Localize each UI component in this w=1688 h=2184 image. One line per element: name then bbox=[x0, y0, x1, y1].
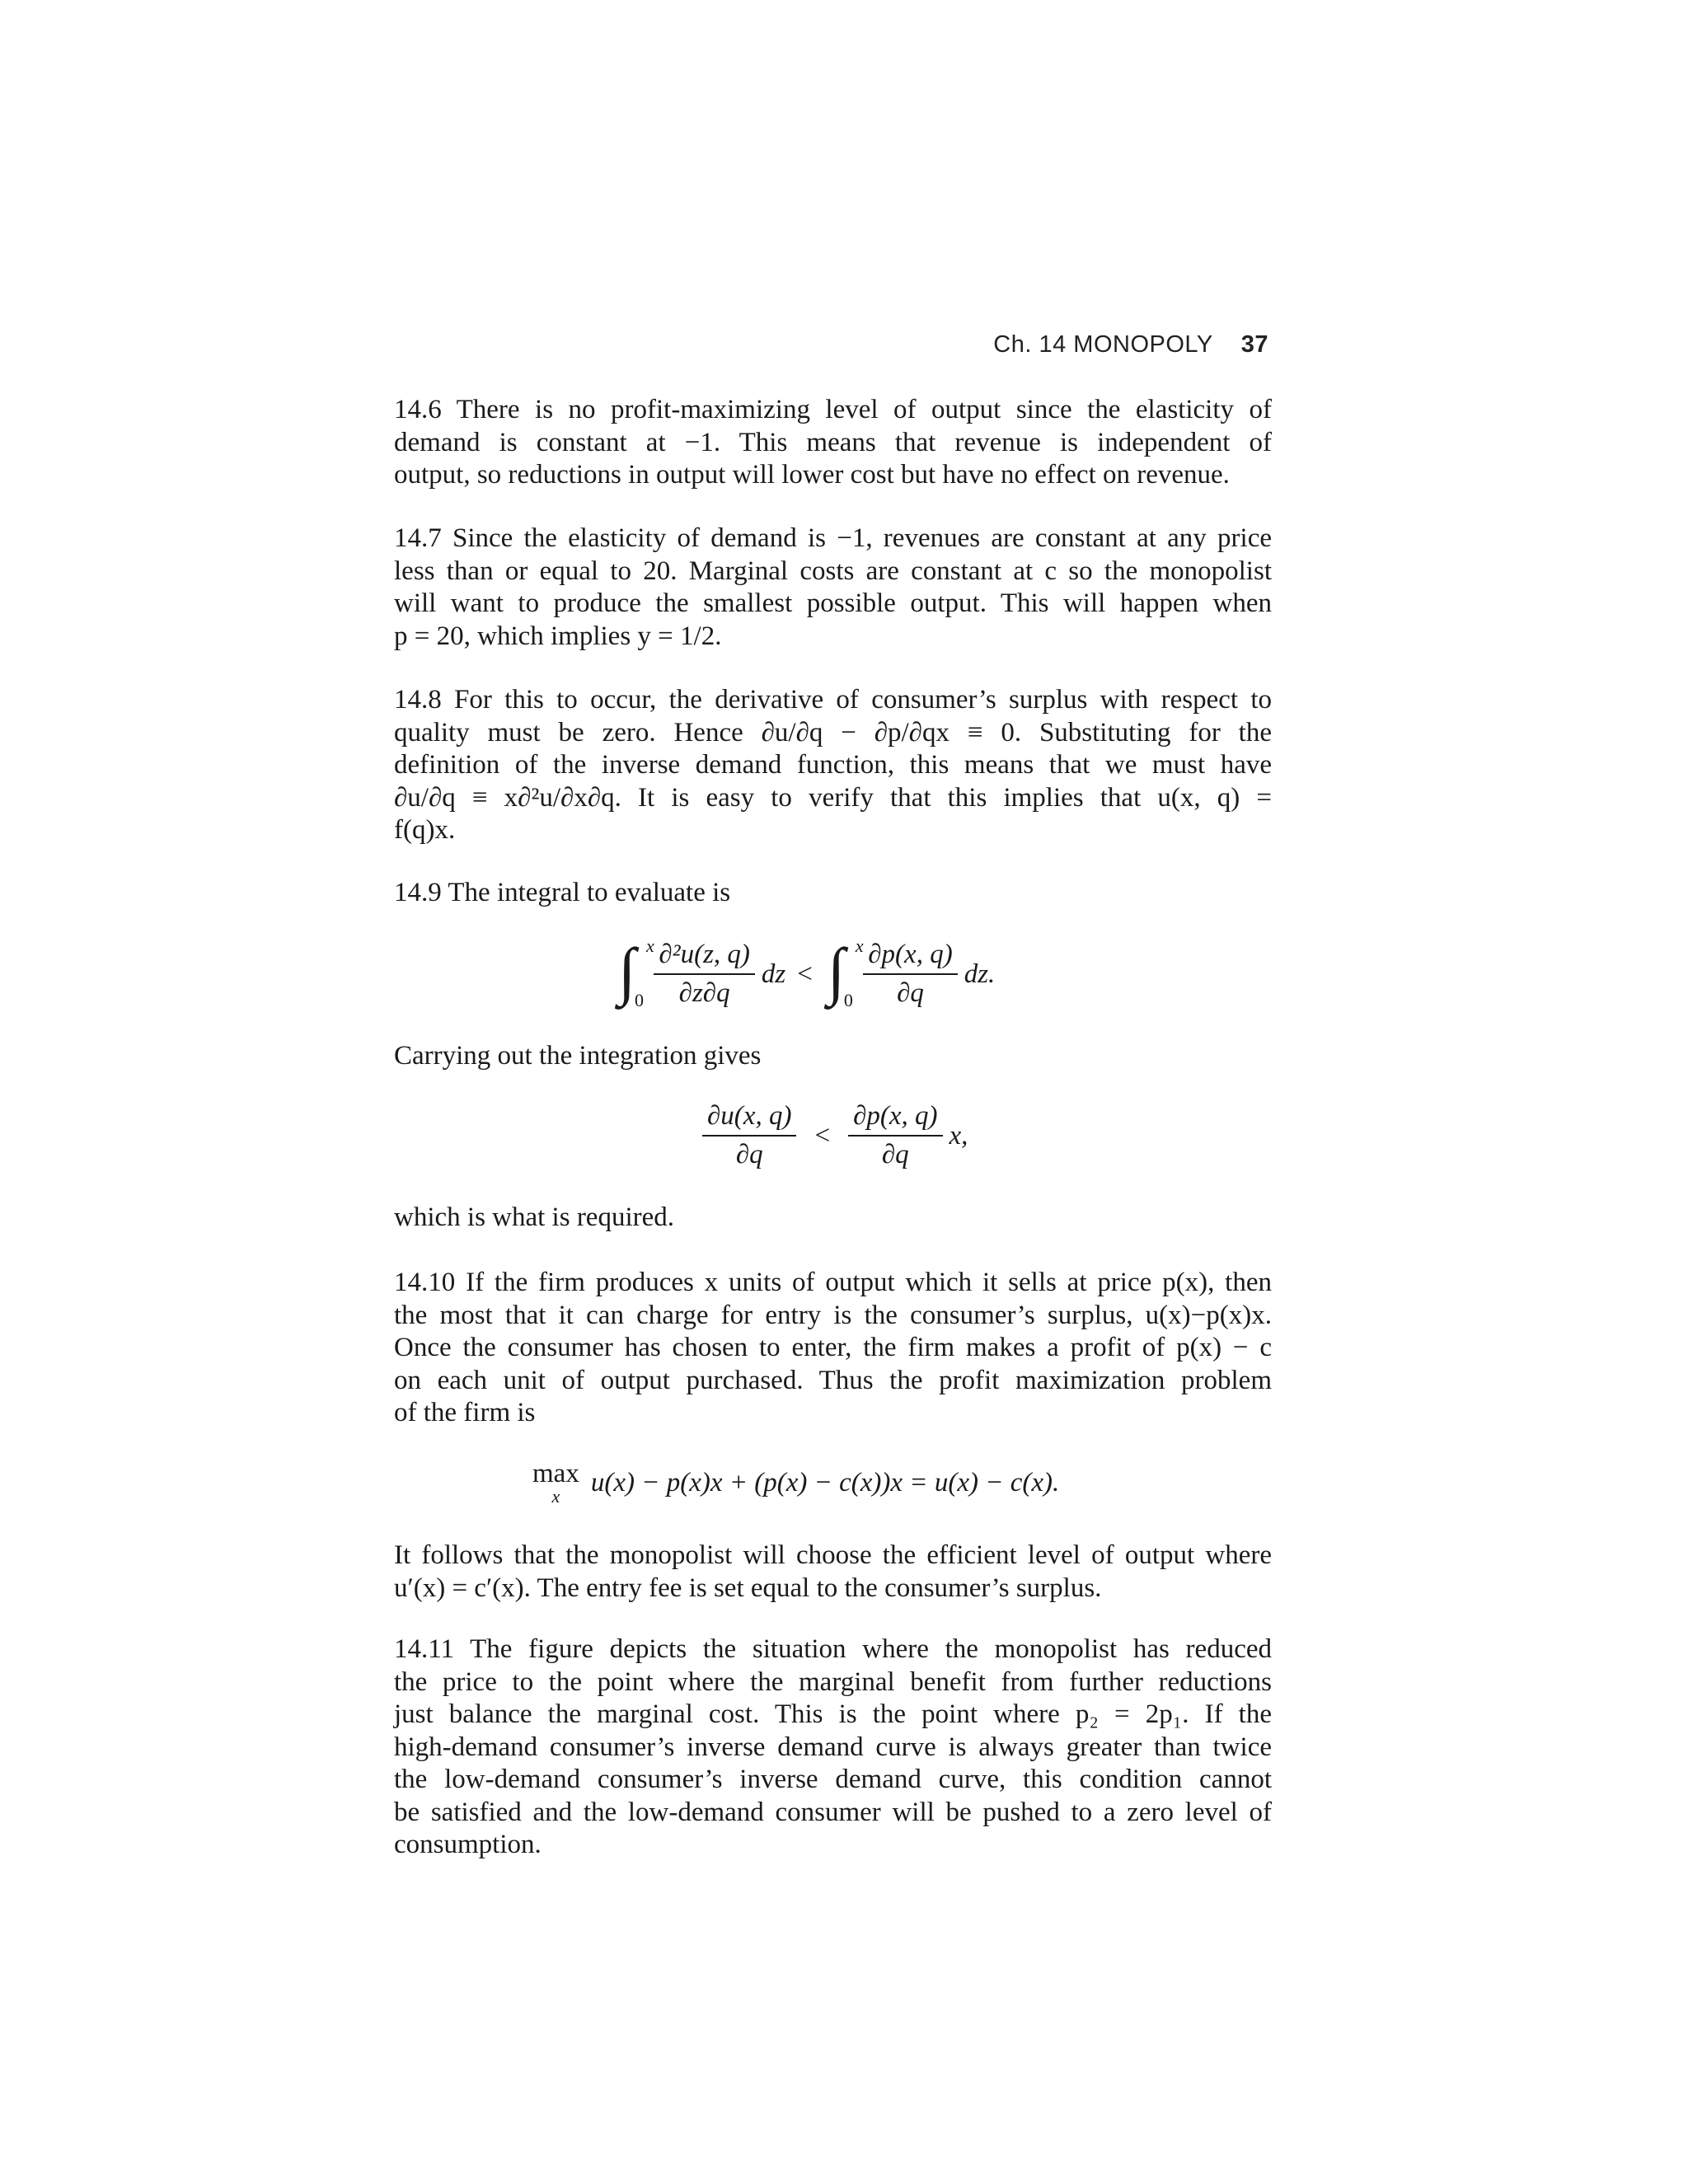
text-line: high-demand consumer’s inverse demand curve is always greater than twice bbox=[394, 1732, 1272, 1762]
text-line: the low-demand consumer’s inverse demand curve, this condition cannot bbox=[394, 1765, 1272, 1794]
page-number: 37 bbox=[1240, 331, 1268, 358]
text-line: 14.6 There is no profit-maximizing level of output since the elasticity of bbox=[394, 395, 1272, 424]
text-line: consumption. bbox=[394, 1830, 542, 1859]
equation-result-inequality: $\frac{\partial u(x, q)}{\partial q}$ < $\frac{\partial p(x, q)}{\partial q}$ x, bbox=[696, 1101, 968, 1170]
equation-integral-inequality: ∫ x 0 $\frac{\text{∂²u(z, q)}}{\partial z\partial q}$ dz < ∫ x 0 $\frac{\partial p(x, q)}{\partial q}$ dz. bbox=[618, 935, 996, 1010]
max-operator: max x bbox=[532, 1459, 579, 1507]
paragraph-carrying-out bbox=[394, 1040, 1272, 1073]
text-line: Once the consumer has chosen to enter, the firm makes a profit of p(x) − c bbox=[394, 1333, 1272, 1362]
text-line: of the firm is bbox=[394, 1398, 536, 1427]
text-line: 14.7 Since the elasticity of demand is −1, revenues are constant at any price bbox=[394, 523, 1272, 553]
fraction: $\frac{\partial p(x, q)}{\partial q}$ bbox=[863, 940, 957, 1009]
text-line: the price to the point where the marginal benefit from further reductions bbox=[394, 1666, 1272, 1697]
paragraph-which-is-required bbox=[394, 1202, 1272, 1235]
text-line: quality must be zero. Hence ∂u/∂q − ∂p/∂qx ≡ 0. Substituting for the bbox=[394, 717, 1272, 748]
chapter-title: Ch. 14 MONOPOLY bbox=[993, 331, 1213, 358]
text-line: f(q)x. bbox=[394, 815, 456, 845]
text-line: 14.10 If the firm produces x units of output which it sells at price p(x), then bbox=[394, 1268, 1272, 1297]
text-line: u′(x) = c′(x). The entry fee is set equal to the consumer’s surplus. bbox=[394, 1572, 1102, 1603]
text-line: 14.9 The integral to evaluate is bbox=[394, 878, 731, 907]
paragraph-14-8 bbox=[394, 684, 1272, 847]
text-line: which is what is required. bbox=[394, 1202, 675, 1232]
text-line: It follows that the monopolist will choose the efficient level of output where bbox=[394, 1540, 1272, 1570]
paragraph-14-7 bbox=[394, 523, 1272, 653]
fraction: $\frac{\partial u(x, q)}{\partial q}$ bbox=[702, 1101, 796, 1170]
paragraph-14-10 bbox=[394, 1267, 1272, 1430]
text-line: on each unit of output purchased. Thus the profit maximization problem bbox=[394, 1365, 1272, 1395]
text-line: the most that it can charge for entry is the consumer’s surplus, u(x)−p(x)x. bbox=[394, 1300, 1272, 1330]
paragraph-follows bbox=[394, 1540, 1272, 1605]
text-line: 14.11 The figure depicts the situation where the monopolist has reduced bbox=[394, 1634, 1272, 1664]
integral-sign: ∫ x 0 bbox=[618, 935, 654, 1010]
paragraph-14-11 bbox=[394, 1633, 1272, 1862]
text-line: p = 20, which implies y = 1/2. bbox=[394, 621, 722, 651]
text-line: be satisfied and the low-demand consumer will be pushed to a zero level of bbox=[394, 1797, 1272, 1827]
fraction: $\frac{\text{∂²u(z, q)}}{\partial z\partial q}$ bbox=[654, 940, 755, 1009]
text-line: output, so reductions in output will lower cost but have no effect on revenue. bbox=[394, 460, 1230, 490]
paragraph-14-6 bbox=[394, 394, 1272, 492]
fraction: $\frac{\partial p(x, q)}{\partial q}$ bbox=[848, 1101, 942, 1170]
paragraph-14-9 bbox=[394, 877, 1272, 910]
text-line: demand is constant at −1. This means that revenue is independent of bbox=[394, 427, 1272, 457]
integral-sign: ∫ x 0 bbox=[827, 935, 864, 1010]
running-head bbox=[993, 331, 1268, 359]
text-line: just balance the marginal cost. This is the point where p₂ = 2p₁. If the bbox=[394, 1699, 1272, 1729]
text-line: ∂u/∂q ≡ x∂²u/∂x∂q. It is easy to verify that this implies that u(x, q) = bbox=[394, 782, 1272, 813]
text-line: less than or equal to 20. Marginal costs are constant at c so the monopolist bbox=[394, 555, 1272, 586]
equation-profit-max: max x u(x) − p(x)x + (p(x) − c(x))x = u(x) − c(x). bbox=[532, 1459, 1060, 1507]
text-line: 14.8 For this to occur, the derivative of consumer’s surplus with respect to bbox=[394, 685, 1272, 715]
text-line: definition of the inverse demand function, this means that we must have bbox=[394, 750, 1272, 780]
text-line: will want to produce the smallest possible output. This will happen when bbox=[394, 588, 1272, 618]
text-line: Carrying out the integration gives bbox=[394, 1041, 762, 1071]
